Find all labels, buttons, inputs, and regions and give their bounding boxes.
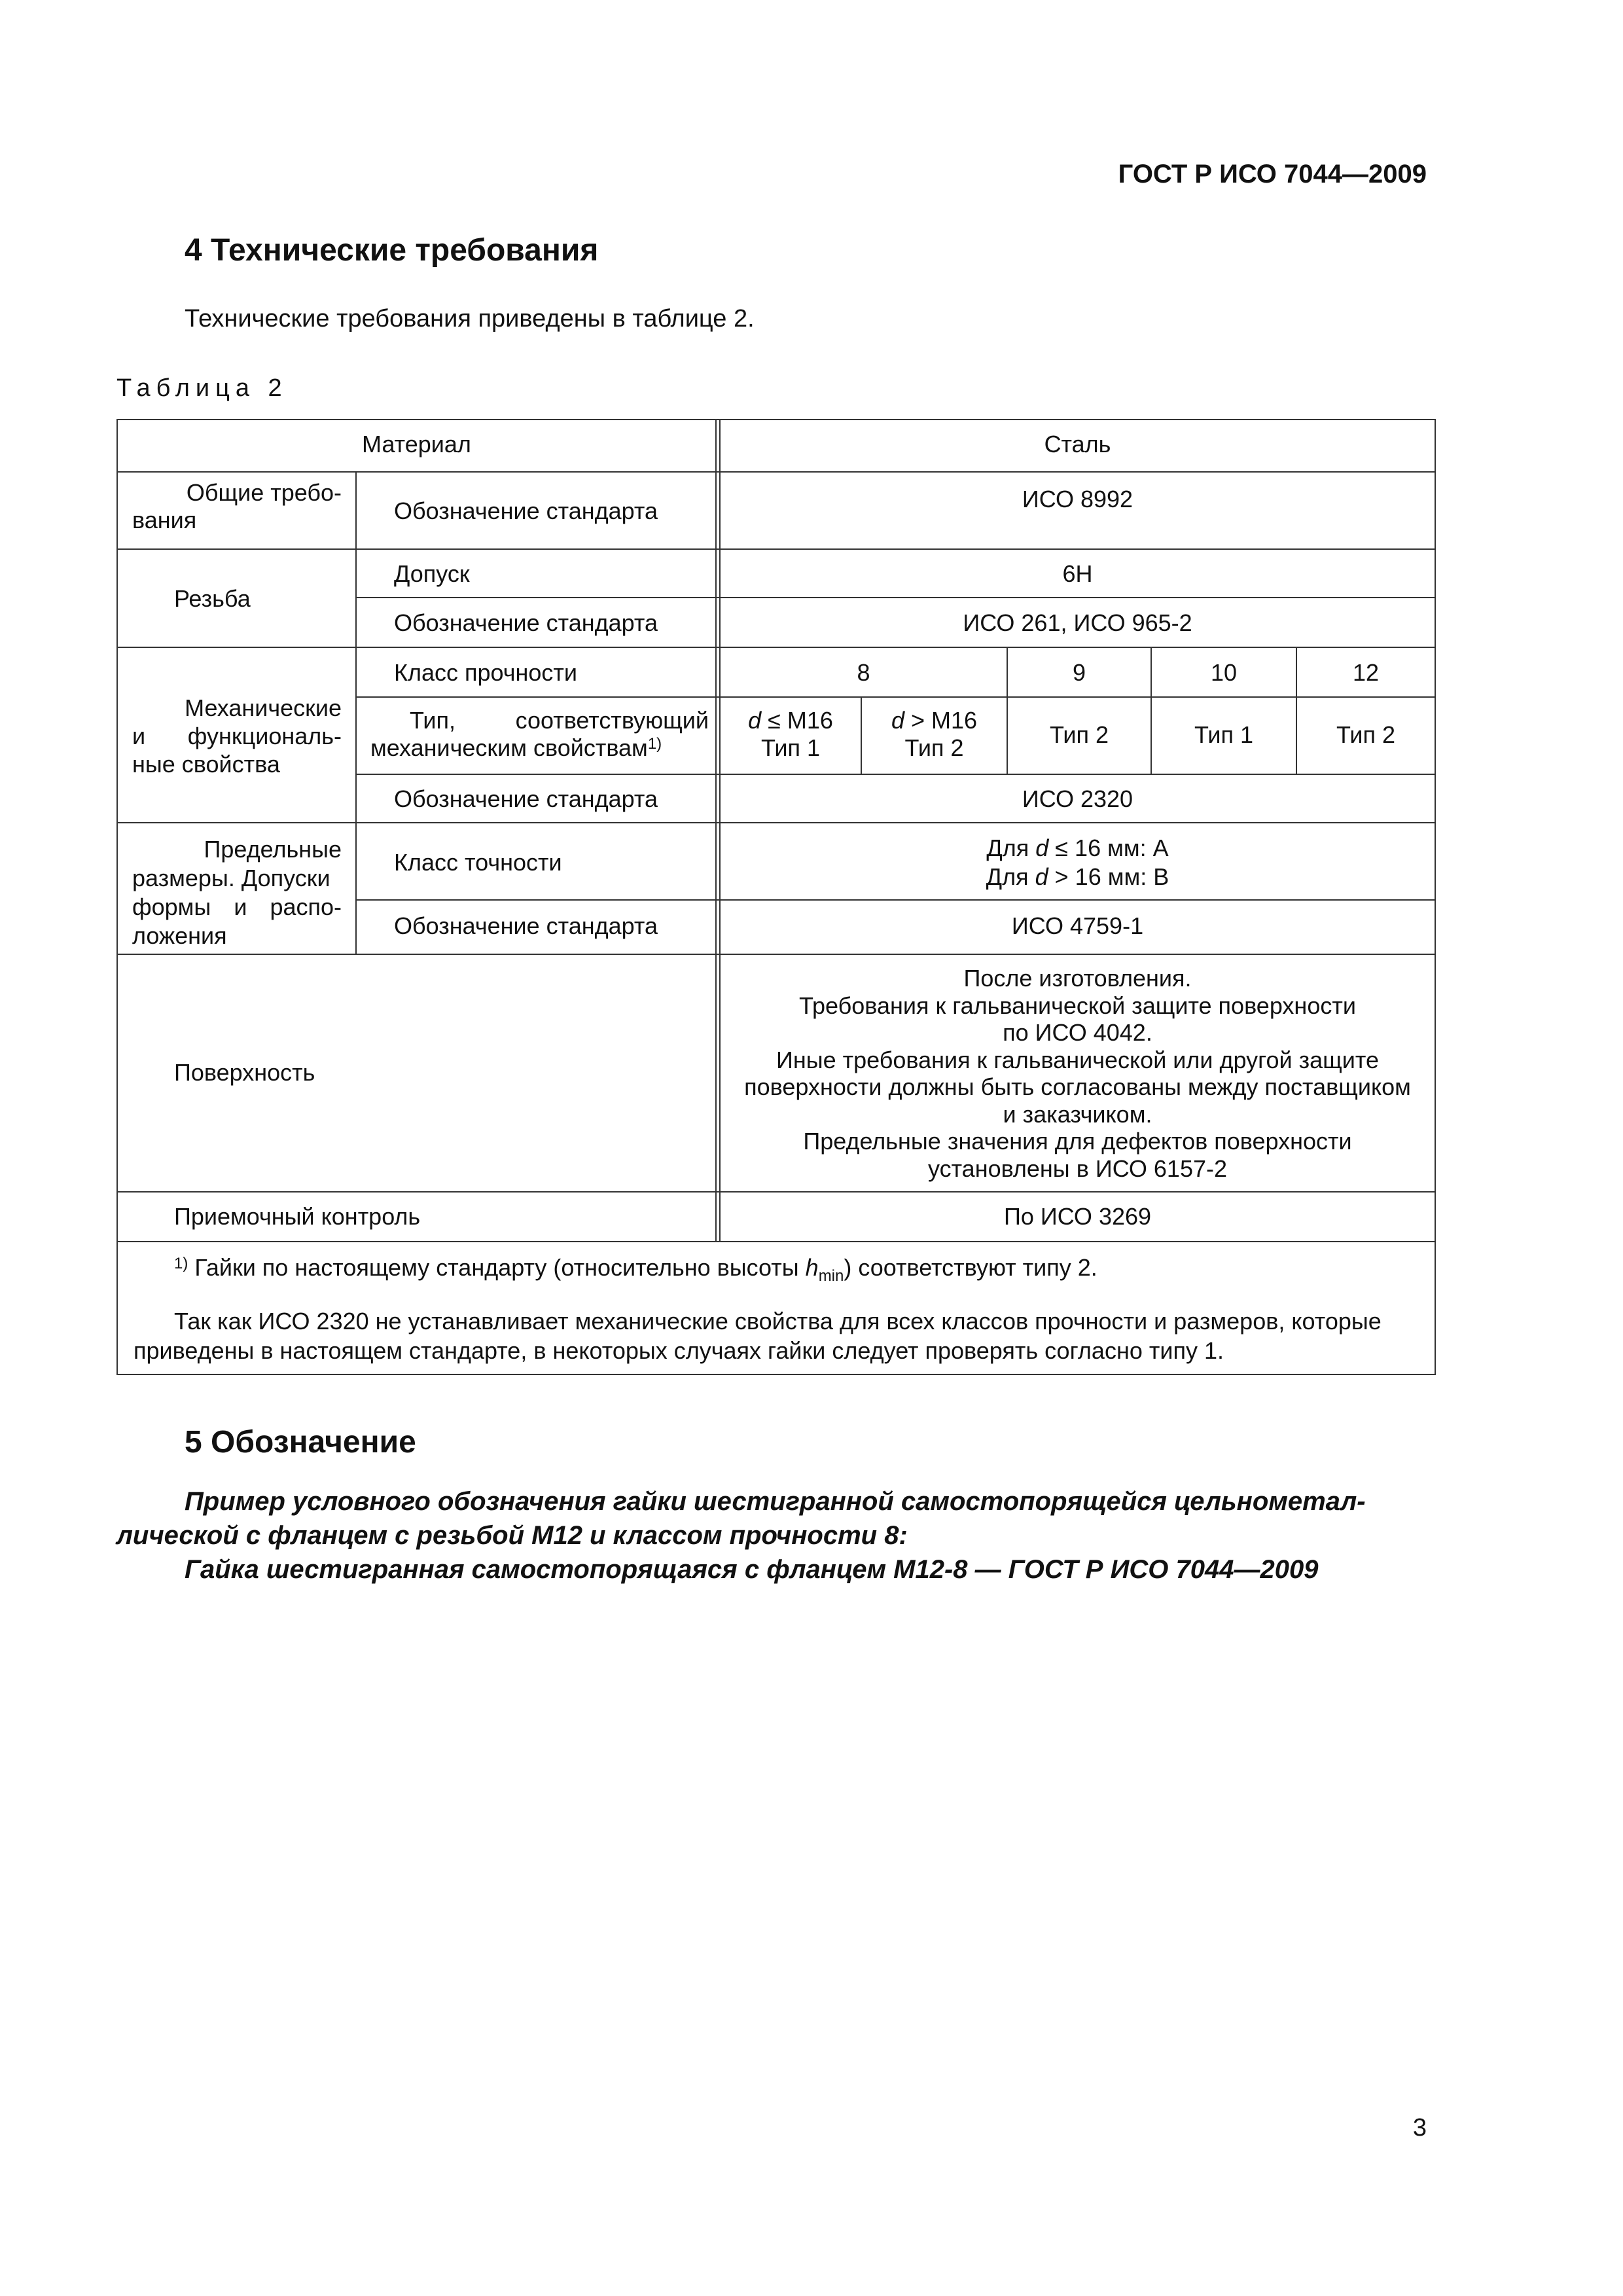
limits-std-label: Обозначение стандарта xyxy=(394,912,658,939)
surface-label: Поверхность xyxy=(174,1059,315,1086)
strength-class-9: 9 xyxy=(1072,659,1086,686)
type-8-large: d > M16 Тип 2 xyxy=(891,707,978,761)
general-requirements-label: Общие требо- вания xyxy=(132,479,342,533)
acceptance-value: По ИСО 3269 xyxy=(1003,1203,1152,1230)
material-value: Сталь xyxy=(1044,431,1111,457)
section-5-title: 5 Обозначение xyxy=(185,1425,416,1460)
acceptance-label: Приемочный контроль xyxy=(174,1203,421,1230)
thread-std-label: Обозначение стандарта xyxy=(394,609,658,636)
tolerance-value: 6H xyxy=(1062,560,1093,587)
surface-requirements: После изготовления. Требования к гальванической защите поверхности по ИСО 4042. Иные требования к гальванической или другой защите поверхности должны быть согласованы между поставщиком и заказчиком. Предельные значения для дефектов поверхности установлены в ИСО 6157-2 xyxy=(744,965,1411,1182)
type-9: Тип 2 xyxy=(1049,721,1109,748)
table-footnote-1: $^{1)}$ Гайки по настоящему стандарту (относительно высоты $h_{min}$) соответствуют типу 2. xyxy=(174,1254,1097,1285)
strength-class-8: 8 xyxy=(857,659,870,686)
designation-example: Пример условного обозначения гайки шестигранной самостопорящейся цельнометал- лической с фланцем с резьбой М12 и классом прочности 8: Гайка шестигранная самостопорящаяся с фланцем М12-8 — ГОСТ Р ИСО 7044—2009 xyxy=(116,1487,1366,1584)
page-number: 3 xyxy=(1412,2114,1427,2142)
table-footnote-2: Так как ИСО 2320 не устанавливает механические свойства для всех классов прочности и размеров, которые приведены в настоящем стандарте, в некоторых случаях гайки следует проверять согласно типу 1. xyxy=(134,1308,1382,1364)
strength-class-label: Класс прочности xyxy=(394,659,578,686)
type-8-small: d ≤ M16 Тип 1 xyxy=(748,707,833,761)
strength-class-12: 12 xyxy=(1352,659,1380,686)
mech-std-value: ИСО 2320 xyxy=(1022,785,1133,812)
mechanical-properties-label: Механические и функциональ- ные свойства xyxy=(132,694,342,778)
accuracy-class-value: Для d ≤ 16 мм: A Для d > 16 мм: B xyxy=(986,834,1169,890)
strength-class-10: 10 xyxy=(1210,659,1238,686)
type-label: Тип, соответствующий механическим свойствам$^{1)}$ xyxy=(370,707,709,761)
table-caption: Таблица 2 xyxy=(116,374,288,402)
thread-std-value: ИСО 261, ИСО 965-2 xyxy=(963,609,1192,636)
general-std-value: ИСО 8992 xyxy=(1022,486,1133,512)
mech-std-label: Обозначение стандарта xyxy=(394,785,658,812)
material-label: Материал xyxy=(362,431,471,457)
section-4-intro: Технические требования приведены в таблице 2. xyxy=(185,305,755,332)
accuracy-class-label: Класс точности xyxy=(394,849,562,876)
document-code: ГОСТ Р ИСО 7044—2009 xyxy=(1118,160,1427,188)
tolerance-label: Допуск xyxy=(394,560,470,587)
limits-std-value: ИСО 4759-1 xyxy=(1011,912,1144,939)
section-4-title: 4 Технические требования xyxy=(185,233,599,268)
requirements-table xyxy=(116,419,1436,1375)
thread-label: Резьба xyxy=(174,585,251,612)
type-12: Тип 2 xyxy=(1336,721,1396,748)
general-std-label: Обозначение стандарта xyxy=(394,497,658,524)
type-10: Тип 1 xyxy=(1194,721,1254,748)
limits-label: Предельные размеры. Допуски формы и распо- ложения xyxy=(132,836,342,949)
